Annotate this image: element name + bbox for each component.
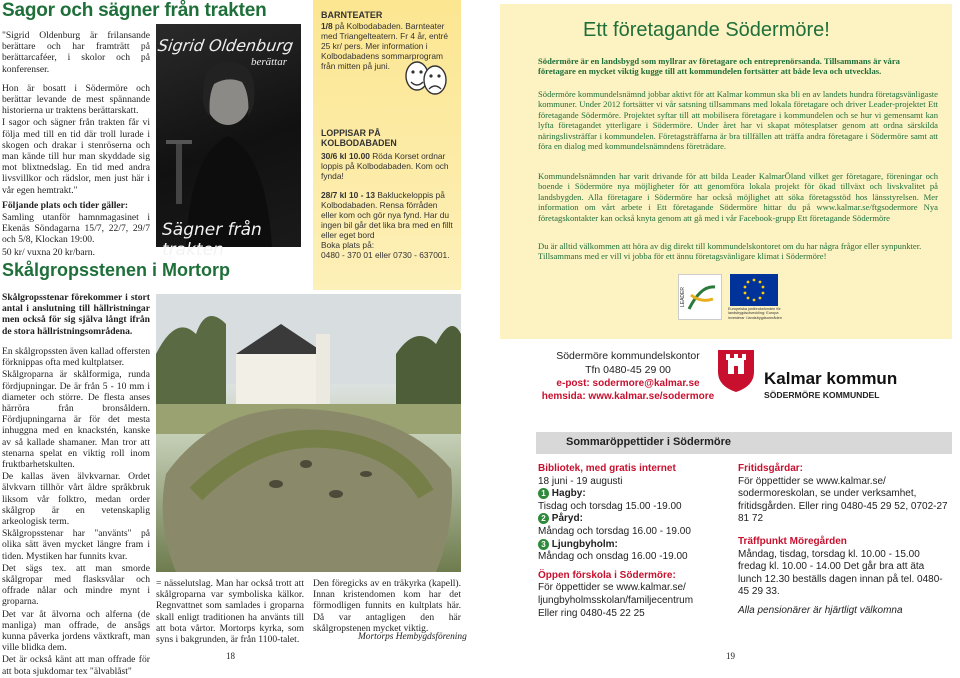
loppis2-phone: 0480 - 370 01 eller 0730 - 637001.	[321, 250, 450, 260]
number-3-icon: 3	[538, 539, 549, 550]
story-1: Hon är bosatt i Södermöre och berättar levande de mest spännande historierna ur traktens berättarskatt.	[2, 82, 150, 117]
story-2: I sagor och sägner från trakten får vi följa med till en tid där troll lurade i skogen och drakar i stenröserna och man kände till hur man skyddade sig mot blixtnedslag. En tid med andra livsvillkor och rädslor, men just här i vår egen hemtrakt."	[2, 117, 150, 196]
branch-3	[538, 539, 738, 552]
business-p1: Södermöre kommundelsnämnd jobbar aktivt för att Kalmar kommun ska bli en av landets hundra företagsvänligaste kommuner. Under 2012 fortsätter vi vår satsning tillsammans med lokala företagare och driver Leader-projektet Ett företagande Södermöre. Projektet syftar till att mobilisera företagare i kommundelen och se hur vi gemensamt kan lyfta företagandet ytterligare i Södermöre. Under året har vi skapat mötesplatser genom att ordna särskilda näringslivsträffar i kommundelen. Företagsträffarna är bra tillfällen att träffa andra företagare i Södermöre samt att föra en dialog med kommundelsnämndens företrädare.	[538, 89, 938, 152]
eu-stars-icon	[730, 274, 778, 306]
right-page	[480, 0, 960, 661]
stone-col2: = nässelutslag. Man har också trott att skålgroparna var symboliska kälkor. Regnvattnet som samlades i groparna skall enligt traditionen ha använts till att bota vårtor. Mortorps kyrka, som syns i bakgrunden, är från 1100-talet.	[156, 578, 304, 646]
moregarden-heading: Träffpunkt Möregården	[738, 535, 847, 547]
office-phone: Tfn 0480-45 29 00	[585, 364, 671, 376]
shows-text: Samling utanför hamnmagasinet i Ekenäs Söndagarna 15/7, 22/7, 29/7 och 5/8, Klockan 19:00.	[2, 212, 150, 246]
photo-caption-bottom: Sägner från trakten	[162, 220, 262, 260]
brand-subtitle: SÖDERMÖRE KOMMUNDEL	[764, 390, 880, 400]
preschool-heading: Öppen förskola i Södermöre:	[538, 569, 676, 581]
kalmar-crest-icon	[716, 346, 756, 392]
brand-name: Kalmar kommun	[764, 369, 898, 388]
number-1-icon: 1	[538, 488, 549, 499]
photo-caption-top: Sigrid Oldenburg	[156, 36, 295, 55]
business-lead: Södermöre är en landsbygd som myllrar av företagare och entreprenörsanda. Tillsammans är våra företagare en mycket viktig kugge till att kommundelen fortsätter att både leva och utvecklas.	[538, 56, 900, 77]
sidebar-heading-theatre: BARNTEATER	[321, 10, 383, 20]
stone-photo	[156, 294, 461, 572]
portrait-photo	[156, 24, 301, 260]
stone-scene	[156, 294, 461, 572]
office-web[interactable]: hemsida: www.kalmar.se/sodermore	[541, 391, 715, 402]
stone-col1	[2, 346, 150, 678]
stone-p3: De kallas även älvkvarnar. Ordet älvkvarn tillhör vårt äldre språkbruk liksom vår folktro, medan order skålgrop är en vetenskaplig arkeologisk term.	[2, 471, 150, 528]
stone-col3: Den föregicks av en träkyrka (kapell). Innan kristendomen kom har det förmodligen funnits en kultplats här. Då var antagligen den här skålgropstenen mycket viktig.	[313, 578, 461, 634]
business-p3: Du är alltid välkommen att höra av dig direkt till kommundelskontoret om du har några frågor eller synpunkter. Tillsammans med er vill vi jobba för ett ännu företagsvänligare klimat i Södermöre!	[538, 241, 922, 262]
loppis1-date: 30/6 kl 10.00	[321, 151, 370, 161]
sidebar-loppis-2	[321, 190, 453, 260]
sidebar-events	[313, 0, 461, 290]
loppis2-desc: Bakluckeloppis på Kolbodabaden. Rensa förråden eller kom och gör nya fynd. Har du ingen bil går det lika bra med en fillt eller eget bord	[321, 190, 453, 240]
library-dates: 18 juni - 19 augusti	[538, 475, 623, 487]
photo-caption-top2: berättar	[250, 56, 287, 68]
stone-credit: Mortorps Hembygdsförening	[358, 632, 467, 642]
leader-logo	[678, 274, 722, 320]
branch-3-name: Ljungbyholm:	[551, 538, 618, 550]
moregarden-invite: Alla pensionärer är hjärtligt välkomna	[738, 604, 903, 616]
theatre-desc: på Kolbodabaden. Barnteater med Triangelteatern. Fr 4 år, entré 25 kr/ pers. Mer information i Kolbodabadens sommarprogram från mitten på juni.	[321, 21, 449, 71]
shows-heading: Följande plats och tider gäller:	[2, 199, 129, 211]
page-number-left: 18	[226, 651, 235, 661]
preschool-text: För öppettider se www.kalmar.se/ ljungbyholmsskolan/familjecentrum Eller ring 0480-45 22 25	[538, 582, 694, 619]
stone-title: Skålgropsstenen i Mortorp	[2, 260, 231, 280]
price-text: 50 kr/ vuxna 20 kr/barn.	[2, 246, 95, 258]
page-title: Sagor och sägner från trakten	[2, 0, 267, 21]
business-title: Ett företagande Södermöre!	[583, 19, 830, 41]
office-title: Södermöre kommundelskontor	[556, 350, 700, 362]
stone-p7: Det är också känt att man offrade för att bota sjukdomar tex "älvablåst"	[2, 654, 150, 677]
office-contact	[538, 350, 718, 402]
branch-3-time: Måndag och onsdag 16.00 -19.00	[538, 551, 688, 563]
theatre-date: 1/8	[321, 21, 333, 31]
hours-title: Sommaröppettider i Södermöre	[566, 436, 732, 448]
branch-1-time: Tisdag och torsdag 15.00 -19.00	[538, 500, 682, 512]
sidebar-loppis-1	[321, 151, 453, 181]
youth-heading: Fritidsgårdar:	[738, 463, 804, 474]
stone-p4: Skålgropsstenar har "använts" på olika sätt även mycket längre fram i tiden. Mystiken har funnits kvar.	[2, 528, 150, 562]
library-section	[538, 463, 738, 620]
branch-1-name: Hagby:	[551, 488, 586, 500]
loppis2-booking: Boka plats på:	[321, 240, 375, 250]
moregarden-text: Måndag, tisdag, torsdag kl. 10.00 - 15.00 fredag kl. 10.00 - 14.00 Det går bra att äta lunch 12.30 beställs dagen innan på tel. 0480-45 29 33.	[738, 548, 943, 598]
branch-2	[538, 513, 738, 526]
number-2-icon: 2	[538, 513, 549, 524]
branch-2-time: Måndag och torsdag 16.00 - 19.00	[538, 525, 691, 537]
stone-lead: Skålgropsstenar förekommer i stort antal i anslutning till hällristningar men också för sig själva långt ifrån de stora hällristningsområdena.	[2, 292, 150, 337]
loppis2-date: 28/7 kl 10 - 13	[321, 190, 376, 200]
eu-flag	[730, 274, 778, 306]
intro: "Sigrid Oldenburg är frilansande berättare och har framträtt på berättarcaféer, i skolor och på konferenser.	[2, 30, 150, 75]
branch-2-name: Påryd:	[551, 513, 583, 525]
stone-p1: En skålgropssten även kallad offersten förknippas ofta med kultplatser.	[2, 346, 150, 369]
youth-text: För öppettider se www.kalmar.se/ sodermoreskolan, se under verksamhet, fritidsgården. Eller ring 0480-45 29 52, 0702-27 81 72	[738, 475, 948, 525]
intro-text	[2, 30, 150, 259]
loppis1-desc: Röda Korset ordnar loppis på Kolbodabaden. Kom och fynda!	[321, 151, 449, 181]
stone-p2: Skålgroparna är skålformiga, runda fördjupningar. De är från 5 - 10 mm i diameter och större. De flesta anses härröra från bronsåldern. Fördjupningarna är för det mesta inhuggna med en knackstén, kanske av så kallade shamaner. Man tror att stenarna spelat en viktig roll inom fruktbarhetskulten.	[2, 369, 150, 471]
page-number-right: 19	[726, 651, 735, 661]
business-p2: Kommundelsnämnden har varit drivande för att bilda Leader KalmarÖland vilket ger företagare, föreningar och boende i Södermöre nya möjligheter för att genomföra lokala projekt för ökad tillväxt och livskvalitet på landsbygden. Alla företagare i Södermöre har också möjlighet att söka företagsstöd hos länsstyrelsen. Mer information om vårt arbete i Ett företagande Södermöre hittar du på www.kalmar.se/ftgsodermore Nya företagskontakter kan också knyta genom att gå med i vår Facebook-grupp Ett företagande Södermöre	[538, 171, 938, 223]
office-email[interactable]: e-post: sodermore@kalmar.se	[556, 378, 700, 389]
stone-p6: Det var åt älvorna och alferna (de manliga) man offrade, de ansågs kunna påverka jordens växtkraft, man ville blidka dem.	[2, 608, 150, 654]
library-heading: Bibliotek, med gratis internet	[538, 463, 676, 474]
youth-section	[738, 463, 948, 618]
theatre-masks-icon	[401, 56, 451, 100]
stone-p5: Det sägs tex. att man smorde skålgropar med flasksvålar och offrade nålar och mindre mynt i groparna.	[2, 562, 150, 608]
leader-label: LEADER	[680, 287, 686, 308]
branch-1	[538, 488, 738, 501]
eu-caption: Europeiska jordbruksfonden för landsbygdsutveckling: Europa investerar i landsbygdsområden	[728, 307, 782, 320]
sidebar-heading-loppis: LOPPISAR PÅ KOLBODABADEN	[321, 128, 397, 148]
